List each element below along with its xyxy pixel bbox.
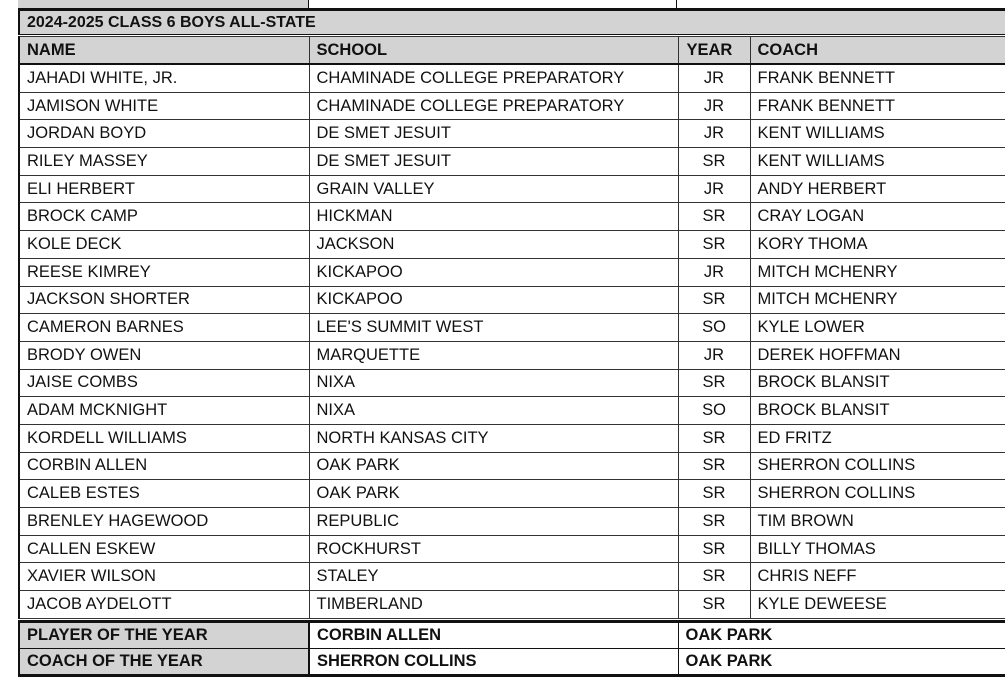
coach-cell: SHERRON COLLINS — [750, 452, 1005, 480]
coach-cell: BROCK BLANSIT — [750, 369, 1005, 397]
player-name-cell: ADAM MCKNIGHT — [19, 397, 309, 425]
table-row — [19, 535, 1005, 563]
school-column-header: SCHOOL — [309, 37, 678, 65]
player-name-cell: RILEY MASSEY — [19, 148, 309, 176]
previous-section-cell — [18, 0, 309, 8]
year-cell: SR — [678, 452, 750, 480]
coach-cell: ED FRITZ — [750, 424, 1005, 452]
table-row — [19, 397, 1005, 425]
school-cell: STALEY — [309, 563, 678, 591]
award-recipient: SHERRON COLLINS — [309, 649, 678, 676]
year-cell: SR — [678, 591, 750, 619]
school-cell: OAK PARK — [309, 452, 678, 480]
coach-cell: MITCH MCHENRY — [750, 286, 1005, 314]
year-cell: SO — [678, 314, 750, 342]
coach-cell: CRAY LOGAN — [750, 203, 1005, 231]
year-cell: JR — [678, 64, 750, 92]
player-name-cell: KORDELL WILLIAMS — [19, 424, 309, 452]
school-cell: NORTH KANSAS CITY — [309, 424, 678, 452]
table-row — [19, 92, 1005, 120]
table-row — [19, 369, 1005, 397]
year-cell: JR — [678, 175, 750, 203]
year-cell: SR — [678, 508, 750, 536]
school-cell: JACKSON — [309, 231, 678, 259]
previous-section-cell — [309, 0, 677, 8]
year-cell: SR — [678, 369, 750, 397]
year-cell: SR — [678, 286, 750, 314]
award-school: OAK PARK — [678, 622, 1005, 649]
name-column-header: NAME — [19, 37, 309, 65]
school-cell: CHAMINADE COLLEGE PREPARATORY — [309, 92, 678, 120]
coach-cell: MITCH MCHENRY — [750, 258, 1005, 286]
coach-cell: KYLE DEWEESE — [750, 591, 1005, 619]
player-name-cell: JORDAN BOYD — [19, 120, 309, 148]
coach-cell: TIM BROWN — [750, 508, 1005, 536]
player-name-cell: JAHADI WHITE, JR. — [19, 64, 309, 92]
player-name-cell: JAISE COMBS — [19, 369, 309, 397]
year-cell: JR — [678, 258, 750, 286]
coach-cell: KENT WILLIAMS — [750, 148, 1005, 176]
year-cell: SR — [678, 424, 750, 452]
school-cell: LEE'S SUMMIT WEST — [309, 314, 678, 342]
player-name-cell: CALLEN ESKEW — [19, 535, 309, 563]
year-cell: SR — [678, 231, 750, 259]
coach-of-the-year-row — [19, 649, 1005, 676]
award-label: PLAYER OF THE YEAR — [19, 622, 309, 649]
player-name-cell: JACKSON SHORTER — [19, 286, 309, 314]
player-name-cell: JAMISON WHITE — [19, 92, 309, 120]
coach-column-header: COACH — [750, 37, 1005, 65]
school-cell: HICKMAN — [309, 203, 678, 231]
table-row — [19, 314, 1005, 342]
table-row — [19, 120, 1005, 148]
coach-cell: KYLE LOWER — [750, 314, 1005, 342]
table-row — [19, 258, 1005, 286]
player-name-cell: BRENLEY HAGEWOOD — [19, 508, 309, 536]
school-cell: ROCKHURST — [309, 535, 678, 563]
player-name-cell: JACOB AYDELOTT — [19, 591, 309, 619]
table-row — [19, 563, 1005, 591]
table-row — [19, 508, 1005, 536]
school-cell: TIMBERLAND — [309, 591, 678, 619]
player-name-cell: CORBIN ALLEN — [19, 452, 309, 480]
player-name-cell: ELI HERBERT — [19, 175, 309, 203]
table-row — [19, 341, 1005, 369]
coach-cell: KORY THOMA — [750, 231, 1005, 259]
coach-cell: FRANK BENNETT — [750, 92, 1005, 120]
coach-cell: FRANK BENNETT — [750, 64, 1005, 92]
previous-section-strip — [18, 0, 1005, 11]
school-cell: NIXA — [309, 369, 678, 397]
table-row — [19, 203, 1005, 231]
section-title: 2024-2025 CLASS 6 BOYS ALL-STATE — [18, 11, 1005, 35]
player-name-cell: CALEB ESTES — [19, 480, 309, 508]
table-row — [19, 286, 1005, 314]
coach-cell: KENT WILLIAMS — [750, 120, 1005, 148]
award-label: COACH OF THE YEAR — [19, 649, 309, 676]
player-name-cell: XAVIER WILSON — [19, 563, 309, 591]
year-cell: JR — [678, 341, 750, 369]
year-cell: SR — [678, 563, 750, 591]
table-row — [19, 231, 1005, 259]
school-cell: OAK PARK — [309, 480, 678, 508]
school-cell: DE SMET JESUIT — [309, 120, 678, 148]
school-cell: CHAMINADE COLLEGE PREPARATORY — [309, 64, 678, 92]
table-row — [19, 480, 1005, 508]
year-cell: SR — [678, 148, 750, 176]
coach-cell: SHERRON COLLINS — [750, 480, 1005, 508]
player-of-the-year-row — [19, 622, 1005, 649]
all-state-sheet — [18, 0, 1005, 686]
award-school: OAK PARK — [678, 649, 1005, 676]
coach-cell: BILLY THOMAS — [750, 535, 1005, 563]
table-row — [19, 591, 1005, 619]
school-cell: GRAIN VALLEY — [309, 175, 678, 203]
school-cell: KICKAPOO — [309, 258, 678, 286]
table-row — [19, 424, 1005, 452]
coach-cell: ANDY HERBERT — [750, 175, 1005, 203]
year-column-header: YEAR — [678, 37, 750, 65]
awards-table — [18, 620, 1005, 677]
school-cell: MARQUETTE — [309, 341, 678, 369]
player-name-cell: KOLE DECK — [19, 231, 309, 259]
header-row — [19, 37, 1005, 65]
player-name-cell: CAMERON BARNES — [19, 314, 309, 342]
table-row — [19, 452, 1005, 480]
player-name-cell: BROCK CAMP — [19, 203, 309, 231]
school-cell: DE SMET JESUIT — [309, 148, 678, 176]
coach-cell: DEREK HOFFMAN — [750, 341, 1005, 369]
roster-table — [18, 36, 1005, 619]
coach-cell: CHRIS NEFF — [750, 563, 1005, 591]
table-row — [19, 175, 1005, 203]
table-row — [19, 148, 1005, 176]
year-cell: SO — [678, 397, 750, 425]
player-name-cell: REESE KIMREY — [19, 258, 309, 286]
award-recipient: CORBIN ALLEN — [309, 622, 678, 649]
year-cell: SR — [678, 203, 750, 231]
year-cell: JR — [678, 92, 750, 120]
player-name-cell: BRODY OWEN — [19, 341, 309, 369]
school-cell: NIXA — [309, 397, 678, 425]
year-cell: JR — [678, 120, 750, 148]
table-row — [19, 64, 1005, 92]
year-cell: SR — [678, 535, 750, 563]
coach-cell: BROCK BLANSIT — [750, 397, 1005, 425]
school-cell: KICKAPOO — [309, 286, 678, 314]
school-cell: REPUBLIC — [309, 508, 678, 536]
year-cell: SR — [678, 480, 750, 508]
